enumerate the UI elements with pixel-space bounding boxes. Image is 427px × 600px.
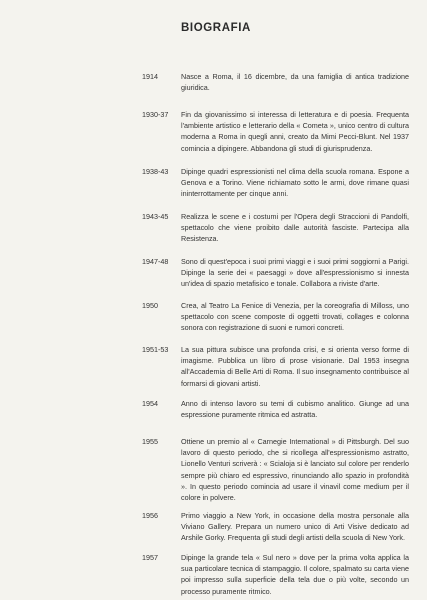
entry-text: Dipinge quadri espressionisti nel clima della scuola romana. Espone a Genova e a Torino. Viene richiamato sotto le armi, dove rimane quasi ininterrottamente per cinque anni. [181, 167, 409, 199]
entry-year: 1943-45 [142, 212, 169, 221]
entry-year: 1954 [142, 399, 158, 408]
entry-text: Dipinge la grande tela « Sul nero » dove per la prima volta applica la sua particolare tecnica di stampaggio. Il colore, spalmato su carta viene poi impresso sulla superficie della tela due o più volte, secondo un processo puramente ritmico. [181, 553, 409, 596]
entry-text: Anno di intenso lavoro su temi di cubismo analitico. Giunge ad una espressione puramente ritmica ed astratta. [181, 399, 409, 420]
entry-text: Crea, al Teatro La Fenice di Venezia, per la coreografia di Milloss, uno spettacolo con scene composte di oggetti trovati, collages e colonna sonora con registrazione di suoni e rumori concreti. [181, 301, 409, 333]
entry-year: 1956 [142, 511, 158, 520]
entry-text: La sua pittura subisce una profonda crisi, e si orienta verso forme di imagisme. Pubblica un libro di prose visionarie. Dal 1953 insegna all'Accademia di Belle Arti di Roma. Il suo insegnamento contribuisce al formarsi di giovani artisti. [181, 345, 409, 388]
entry-text: Ottiene un premio al « Carnegie International » di Pittsburgh. Del suo lavoro di questo periodo, che si ricollega all'espressionismo astratto, Lionello Venturi scriverà : « Scialoja si è lanciato sul colore per renderlo sempre più chiaro ed espressivo, rinunciando allo spazio in profondità ». In questo periodo comincia ad usare il vinavil come medium per il colore in polvere. [181, 437, 409, 503]
entry-year: 1951-53 [142, 345, 169, 354]
page-title: BIOGRAFIA [181, 22, 251, 34]
entry-text: Fin da giovanissimo si interessa di letteratura e di poesia. Frequenta l'ambiente artistico e letterario della « Cometa », unico centro di cultura moderna a Roma in quegli anni, creato da Mimi Pecci-Blunt. Nel 1937 comincia a dipingere. Abbandona gli studi di giurisprudenza. [181, 110, 409, 153]
entry-text: Sono di quest'epoca i suoi primi viaggi e i suoi primi soggiorni a Parigi. Dipinge la serie dei « paesaggi » dove all'espressionismo si innesta un'idea di spazio metafisico e tonale. Collabora a riviste d'arte. [181, 257, 409, 289]
entry-text: Primo viaggio a New York, in occasione della mostra personale alla Viviano Gallery. Prepara un numero unico di Arti Visive dedicato ad Arshile Gorky. Frequenta gli studi degli artisti della scuola di New York. [181, 511, 409, 543]
entry-text: Realizza le scene e i costumi per l'Opera degli Straccioni di Pandolfi, spettacolo che viene proibito dalle autorità fasciste. Partecipa alla Resistenza. [181, 212, 409, 244]
entry-year: 1947-48 [142, 257, 169, 266]
entry-text: Nasce a Roma, il 16 dicembre, da una famiglia di antica tradizione giuridica. [181, 72, 409, 93]
entry-year: 1957 [142, 553, 158, 562]
entry-year: 1955 [142, 437, 158, 446]
entry-year: 1950 [142, 301, 158, 310]
entry-year: 1914 [142, 72, 158, 81]
entry-year: 1938-43 [142, 167, 169, 176]
entry-year: 1930-37 [142, 110, 169, 119]
